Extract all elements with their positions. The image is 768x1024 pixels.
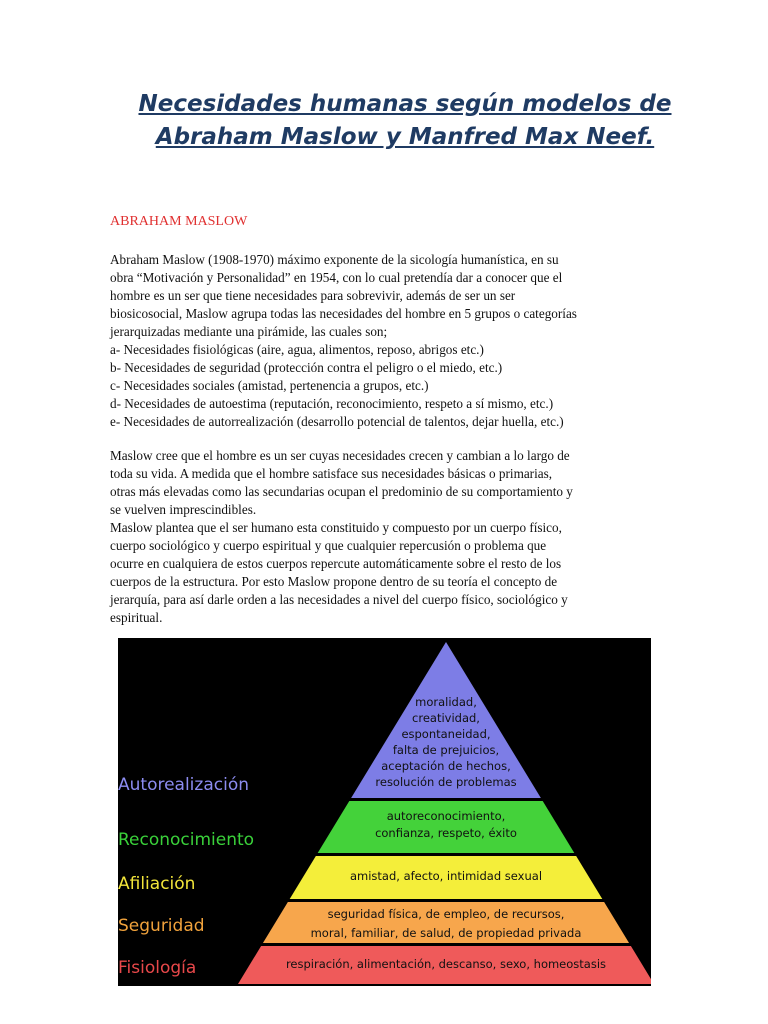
document-title [80, 88, 730, 154]
text-line: Abraham Maslow (1908-1970) máximo exponente de la sicología humanística, en su [110, 252, 559, 267]
maslow-pyramid-figure [118, 638, 651, 986]
list-item-d: d- Necesidades de autoestima (reputación, reconocimiento, respeto a sí mismo, etc.) [110, 396, 554, 411]
pyramid-band-text: amistad, afecto, intimidad sexual [349, 869, 543, 883]
pyramid-band-text: moral, familiar, de salud, de propiedad privada [310, 926, 582, 940]
pyramid-level-label: Seguridad [118, 916, 205, 936]
pyramid-band-text: falta de prejuicios, [392, 743, 500, 757]
pyramid-band-text: creatividad, [412, 711, 480, 725]
pyramid-level-label: Afiliación [118, 874, 196, 894]
title-line-2: Abraham Maslow y Manfred Max Neef. [155, 124, 655, 150]
paragraph-intro [110, 251, 660, 431]
pyramid-band-text: espontaneidad, [401, 727, 491, 741]
list-item-b: b- Necesidades de seguridad (protección contra el peligro o el miedo, etc.) [110, 360, 503, 375]
pyramid-band-text: respiración, alimentación, descanso, sexo, homeostasis [285, 957, 607, 971]
text-line: obra “Motivación y Personalidad” en 1954, con lo cual pretendía dar a conocer que el [110, 270, 563, 285]
text-line: otras más elevadas como las secundarias ocupan el predominio de su comportamiento y [110, 484, 573, 499]
pyramid-band-text: confianza, respeto, éxito [375, 826, 517, 840]
text-line: cuerpos de la estructura. Por esto Maslow propone dentro de su teoría el concepto de [110, 574, 558, 589]
text-line: jerarquía, para así darle orden a las necesidades a nivel del cuerpo físico, sociológico y [110, 592, 568, 607]
text-line: toda su vida. A medida que el hombre satisface sus necesidades básicas o primarias, [110, 466, 553, 481]
list-item-e: e- Necesidades de autorrealización (desarrollo potencial de talentos, dejar huella, etc.) [110, 414, 564, 429]
list-item-a: a- Necesidades fisiológicas (aire, agua, alimentos, reposo, abrigos etc.) [110, 342, 484, 357]
text-line: ocurre en cualquiera de estos cuerpos repercute automáticamente sobre el resto de los [110, 556, 562, 571]
text-line: jerarquizadas mediante una pirámide, las cuales son; [110, 324, 388, 339]
list-item-c: c- Necesidades sociales (amistad, pertenencia a grupos, etc.) [110, 378, 429, 393]
pyramid-svg [118, 638, 651, 986]
pyramid-level-label: Reconocimiento [118, 830, 255, 850]
pyramid-level-label: Autorealización [118, 775, 249, 795]
pyramid-band-text: resolución de problemas [375, 775, 517, 789]
text-line: espiritual. [110, 610, 163, 625]
title-line-1: Necesidades humanas según modelos de [138, 91, 672, 117]
paragraph-theory [110, 447, 660, 627]
pyramid-band-text: aceptación de hechos, [381, 759, 511, 773]
pyramid-band-text: autoreconocimiento, [386, 809, 506, 823]
pyramid-band-text: moralidad, [415, 695, 477, 709]
text-line: biosicosocial, Maslow agrupa todas las necesidades del hombre en 5 grupos o categorías [110, 306, 577, 321]
text-line: Maslow plantea que el ser humano esta constituido y compuesto por un cuerpo físico, [110, 520, 562, 535]
section-heading: ABRAHAM MASLOW [110, 214, 248, 229]
text-line: se vuelven imprescindibles. [110, 502, 257, 517]
text-line: cuerpo sociológico y cuerpo espiritual y que cualquier repercusión o problema que [110, 538, 547, 553]
text-line: Maslow cree que el hombre es un ser cuyas necesidades crecen y cambian a lo largo de [110, 448, 570, 463]
text-line: hombre es un ser que tiene necesidades para sobrevivir, además de ser un ser [110, 288, 516, 303]
pyramid-level-label: Fisiología [118, 958, 197, 978]
pyramid-band-text: seguridad física, de empleo, de recursos, [327, 907, 565, 921]
